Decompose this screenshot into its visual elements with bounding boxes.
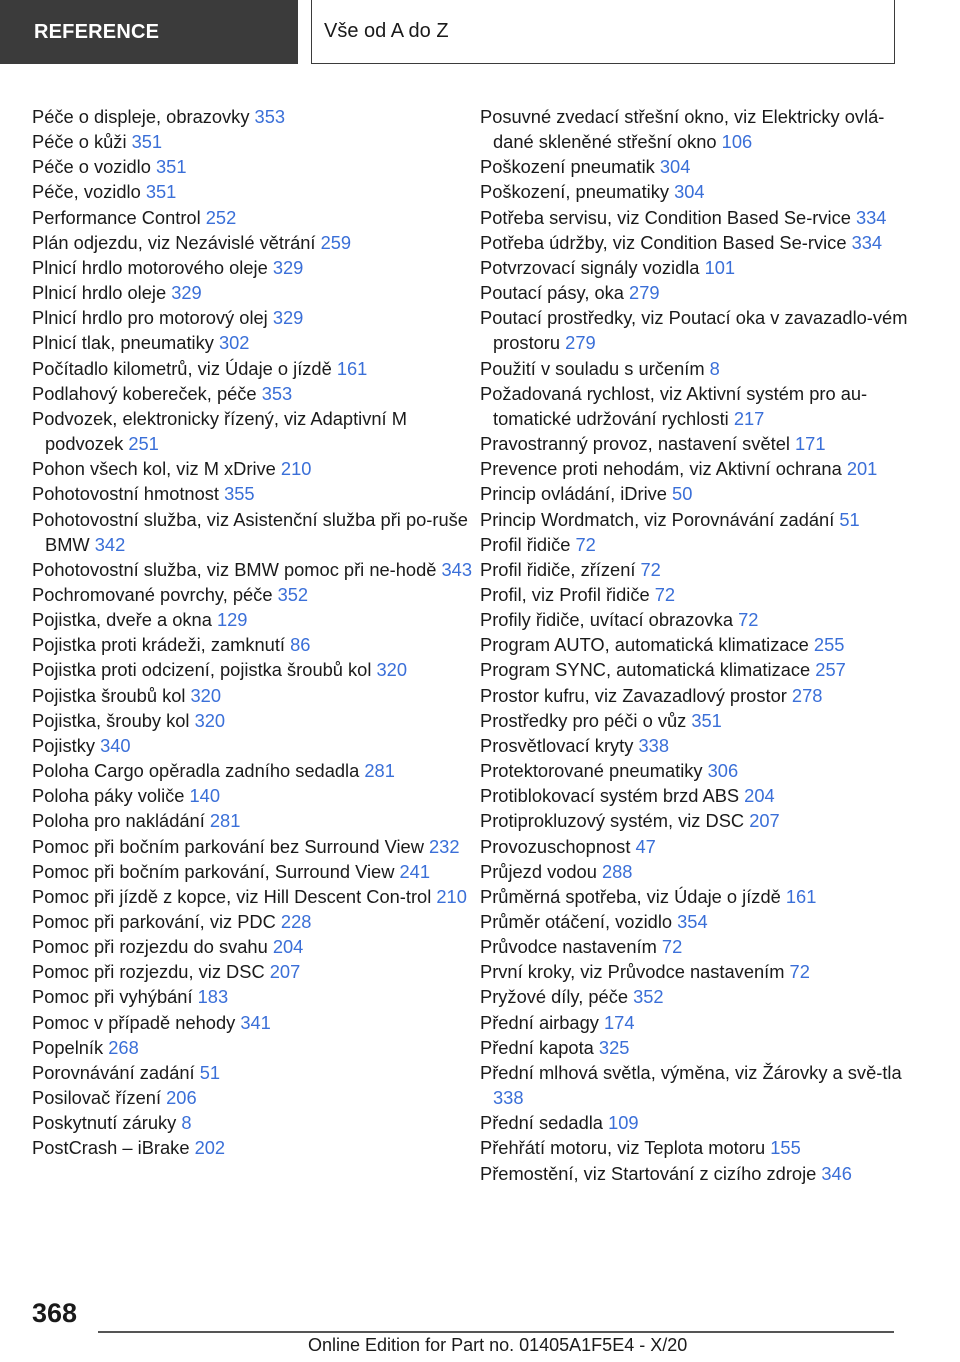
index-term: Podlahový kobereček, péče: [32, 382, 262, 404]
index-term: Počítadlo kilometrů, viz Údaje o jízdě: [32, 357, 337, 379]
index-entry: [480, 532, 910, 557]
footer-divider: [98, 1331, 894, 1333]
index-entry: [32, 859, 472, 884]
index-term: Poskytnutí záruky: [32, 1112, 182, 1134]
page-reference-link[interactable]: 251: [128, 433, 159, 455]
index-entry: [32, 154, 472, 179]
index-term: Pojistka, šrouby kol: [32, 709, 195, 731]
index-entry: [480, 1161, 910, 1186]
index-term: Pohotovostní služba, viz BMW pomoc při ne‐hodě: [32, 558, 442, 580]
index-term: Požadovaná rychlost, viz Aktivní systém pro au‐tomatické udržování rychlosti: [480, 382, 868, 429]
index-term: Podvozek, elektronicky řízený, viz Adaptivní M podvozek: [32, 407, 407, 455]
index-entry: [32, 507, 472, 557]
index-entry: [480, 632, 910, 657]
index-term: Pomoc při vyhýbání: [32, 986, 198, 1008]
index-entry: [480, 280, 910, 305]
page-header: [0, 0, 960, 66]
page-reference-link[interactable]: 241: [399, 860, 431, 882]
index-entry: [480, 1060, 910, 1110]
page-reference-link[interactable]: 353: [261, 382, 293, 404]
index-entry: [480, 959, 910, 984]
index-column-left: [32, 104, 472, 1161]
index-term: PostCrash – iBrake: [32, 1137, 195, 1159]
index-term: Pomoc při bočním parkování, Surround View: [32, 860, 400, 882]
index-term: Pohotovostní hmotnost: [32, 483, 225, 505]
page-reference-link[interactable]: 340: [100, 734, 131, 756]
page-reference-link[interactable]: 352: [277, 583, 309, 605]
index-entry: [32, 733, 472, 758]
page-reference-link[interactable]: 351: [131, 131, 163, 153]
index-entry: [32, 481, 472, 506]
page-reference-link[interactable]: 210: [436, 885, 467, 907]
index-entry: [32, 230, 472, 255]
page-reference-link[interactable]: 232: [428, 835, 460, 857]
page-reference-link[interactable]: 51: [839, 508, 860, 530]
index-term: Průvodce nastavením: [480, 936, 662, 958]
index-entry: [480, 179, 910, 204]
page-reference-link[interactable]: 183: [197, 986, 229, 1008]
index-term: Pomoc při bočním parkování bez Surround View: [32, 835, 429, 857]
index-term: Pojistka šroubů kol: [32, 684, 191, 706]
page-reference-link[interactable]: 8: [181, 1112, 192, 1134]
page-reference-link[interactable]: 72: [661, 936, 683, 958]
index-term: Potřeba údržby, viz Condition Based Se‐rvice: [480, 231, 852, 253]
index-entry: [480, 783, 910, 808]
page-reference-link[interactable]: 202: [194, 1137, 226, 1159]
page-reference-link[interactable]: 281: [209, 810, 241, 832]
index-term: Péče o vozidlo: [32, 156, 156, 178]
index-entry: [480, 683, 910, 708]
index-term: Pravostranný provoz, nastavení světel: [480, 433, 796, 455]
index-term: Přehřátí motoru, viz Teplota motoru: [480, 1137, 771, 1159]
index-entry: [480, 381, 910, 431]
index-entry: [32, 1110, 472, 1135]
page-reference-link[interactable]: 355: [224, 483, 255, 505]
page-reference-link[interactable]: 325: [598, 1036, 630, 1058]
index-term: Plán odjezdu, viz Nezávislé větrání: [32, 231, 321, 253]
index-entry: [480, 808, 910, 833]
footer-edition: Online Edition for Part no. 01405A1F5E4 - X/20: [308, 1335, 688, 1355]
index-term: Pojistka, dveře a okna: [32, 609, 217, 631]
index-term: Přední kapota: [480, 1036, 599, 1058]
index-term: Provozuschopnost: [480, 835, 636, 857]
index-term: Přemostění, viz Startování z cizího zdroje: [480, 1162, 822, 1184]
index-term: Pojistka proti krádeži, zamknutí: [32, 634, 291, 656]
page-reference-link[interactable]: 171: [795, 433, 826, 455]
index-term: Profily řidiče, uvítací obrazovka: [480, 609, 739, 631]
index-term: Posilovač řízení: [32, 1087, 167, 1109]
index-entry: [480, 1010, 910, 1035]
index-term: Pomoc v případě nehody: [32, 1011, 241, 1033]
page-reference-link[interactable]: 353: [254, 106, 286, 127]
index-term: Prevence proti nehodám, viz Aktivní ochrana: [480, 458, 847, 480]
page-reference-link[interactable]: 51: [199, 1061, 221, 1083]
index-entry: [32, 632, 472, 657]
index-entry: [32, 934, 472, 959]
index-entry: [480, 657, 910, 682]
index-entry: [480, 431, 910, 456]
index-entry: [32, 179, 472, 204]
index-entry: [32, 557, 472, 582]
index-term: Poloha pro nakládání: [32, 810, 210, 832]
index-entry: [32, 708, 472, 733]
index-entry: [32, 305, 472, 330]
index-entry: [32, 683, 472, 708]
index-entry: [32, 406, 472, 456]
page-reference-link[interactable]: 109: [608, 1112, 639, 1134]
index-term: Plnicí hrdlo motorového oleje: [32, 256, 273, 278]
page-reference-link[interactable]: 129: [216, 609, 248, 631]
index-term: Pohotovostní služba, viz Asistenční služba při po‐ruše BMW: [32, 508, 468, 555]
page-reference-link[interactable]: 206: [166, 1087, 197, 1109]
page-reference-link[interactable]: 47: [635, 835, 656, 857]
index-entry: [480, 859, 910, 884]
index-term: Profil, viz Profil řidiče: [480, 583, 655, 605]
index-term: Profil řidiče, zřízení: [480, 558, 641, 580]
page-number: 368: [32, 1298, 78, 1328]
index-entry: [480, 507, 910, 532]
page-reference-link[interactable]: 174: [603, 1011, 635, 1033]
index-entry: [32, 984, 472, 1009]
page-reference-link[interactable]: 354: [677, 911, 708, 932]
page-reference-link[interactable]: 201: [846, 458, 878, 480]
index-entry: [32, 104, 472, 129]
index-entry: [480, 834, 910, 859]
index-entry: [480, 481, 910, 506]
page-reference-link[interactable]: 278: [791, 684, 823, 706]
index-entry: [32, 381, 472, 406]
index-term: Protektorované pneumatiky: [480, 760, 708, 782]
page-reference-link[interactable]: 72: [789, 961, 810, 983]
index-entry: [32, 783, 472, 808]
index-term: Princip Wordmatch, viz Porovnávání zadání: [480, 508, 840, 530]
page-reference-link[interactable]: 320: [194, 709, 226, 731]
index-term: Potřeba servisu, viz Condition Based Se‐rvice: [480, 206, 856, 228]
index-entry: [480, 758, 910, 783]
section-tab: REFERENCE: [0, 0, 298, 64]
index-entry: [480, 456, 910, 481]
chapter-title: Vše od A do Z: [311, 0, 895, 64]
page-reference-link[interactable]: 268: [108, 1036, 139, 1058]
index-entry: [480, 154, 910, 179]
index-entry: [480, 255, 910, 280]
page-reference-link[interactable]: 252: [205, 206, 237, 228]
page-reference-link[interactable]: 50: [672, 483, 693, 505]
index-term: Protiprokluzový systém, viz DSC: [480, 810, 750, 832]
page-reference-link[interactable]: 334: [851, 231, 883, 253]
index-term: Přední sedadla: [480, 1112, 609, 1134]
index-term: Poutací prostředky, viz Poutací oka v zavazadlo‐vém prostoru: [480, 307, 908, 354]
index-entry: [32, 582, 472, 607]
page-reference-link[interactable]: 352: [633, 986, 664, 1008]
page-reference-link[interactable]: 351: [155, 156, 187, 178]
index-entry: [32, 607, 472, 632]
index-entry: [32, 1135, 472, 1160]
page-reference-link[interactable]: 343: [441, 558, 473, 580]
index-entry: [480, 1035, 910, 1060]
index-term: Potvrzovací signály vozidla: [480, 256, 705, 278]
index-entry: [32, 909, 472, 934]
index-entry: [32, 884, 472, 909]
index-entry: [480, 909, 910, 934]
index-term: Pojistky: [32, 734, 101, 756]
index-entry: [32, 129, 472, 154]
index-term: Poloha páky voliče: [32, 785, 190, 807]
index-entry: [32, 657, 472, 682]
page-reference-link[interactable]: 207: [749, 810, 780, 832]
index-term: Poškození, pneumatiky: [480, 181, 675, 203]
index-term: Plnicí hrdlo oleje: [32, 282, 172, 304]
index-term: Princip ovládání, iDrive: [480, 483, 673, 505]
index-entry: [32, 834, 472, 859]
index-entry: [480, 884, 910, 909]
page-reference-link[interactable]: 161: [785, 885, 817, 907]
index-term: Pryžové díly, péče: [480, 986, 634, 1008]
index-entry: [32, 758, 472, 783]
index-term: Pochromované povrchy, péče: [32, 583, 278, 605]
index-term: Plnicí tlak, pneumatiky: [32, 332, 219, 354]
index-entry: [480, 984, 910, 1009]
page-reference-link[interactable]: 228: [280, 911, 312, 932]
index-term: Průměr otáčení, vozidlo: [480, 911, 678, 932]
page-reference-link[interactable]: 8: [709, 357, 720, 379]
index-term: Péče o kůži: [32, 131, 132, 153]
index-entry: [32, 456, 472, 481]
index-term: Pomoc při jízdě z kopce, viz Hill Descent Con‐trol: [32, 885, 437, 907]
index-term: Pomoc při rozjezdu, viz DSC: [32, 961, 270, 983]
index-entry: [32, 1035, 472, 1060]
page-reference-link[interactable]: 259: [320, 231, 352, 253]
page-reference-link[interactable]: 72: [654, 583, 676, 605]
index-term: Plnicí hrdlo pro motorový olej: [32, 307, 273, 329]
index-term: Péče o displeje, obrazovky: [32, 106, 255, 127]
index-term: Performance Control: [32, 206, 206, 228]
index-term: Pojistka proti odcizení, pojistka šroubů kol: [32, 659, 377, 681]
page-reference-link[interactable]: 351: [691, 709, 722, 731]
index-entry: [32, 808, 472, 833]
page-reference-link[interactable]: 210: [280, 458, 312, 480]
index-entry: [32, 356, 472, 381]
index-entry: [480, 557, 910, 582]
index-term: Pomoc při rozjezdu do svahu: [32, 936, 273, 958]
index-term: Použití v souladu s určením: [480, 357, 710, 379]
index-term: Popelník: [32, 1036, 109, 1058]
page-reference-link[interactable]: 155: [770, 1137, 801, 1159]
index-term: Přední airbagy: [480, 1011, 604, 1033]
index-term: Porovnávání zadání: [32, 1061, 200, 1083]
index-entry: [32, 330, 472, 355]
index-term: Pomoc při parkování, viz PDC: [32, 911, 281, 932]
index-entry: [480, 607, 910, 632]
page-reference-link[interactable]: 341: [240, 1011, 271, 1033]
page-reference-link[interactable]: 217: [733, 407, 765, 429]
page-reference-link[interactable]: 72: [640, 558, 661, 580]
page-reference-link[interactable]: 281: [364, 760, 395, 782]
index-entry: [32, 1010, 472, 1035]
page-reference-link[interactable]: 288: [601, 860, 633, 882]
page-reference-link[interactable]: 306: [707, 760, 739, 782]
index-entry: [480, 1135, 910, 1160]
index-entry: [32, 205, 472, 230]
index-entry: [32, 1085, 472, 1110]
index-entry: [480, 104, 910, 154]
page-reference-link[interactable]: 207: [269, 961, 301, 983]
index-term: Protiblokovací systém brzd ABS: [480, 785, 745, 807]
page-reference-link[interactable]: 329: [171, 282, 202, 304]
index-entry: [480, 356, 910, 381]
index-entry: [32, 255, 472, 280]
page-reference-link[interactable]: 320: [376, 659, 407, 681]
index-term: Posuvné zvedací střešní okno, viz Elektricky ovlá‐dané skleněné střešní okno: [480, 106, 885, 153]
page-reference-link[interactable]: 342: [94, 533, 126, 555]
page-reference-link[interactable]: 86: [290, 634, 311, 656]
page-reference-link[interactable]: 140: [189, 785, 221, 807]
index-term: Poškození pneumatik: [480, 156, 660, 178]
index-entry: [480, 934, 910, 959]
index-entry: [32, 1060, 472, 1085]
index-entry: [480, 733, 910, 758]
page-reference-link[interactable]: 72: [738, 609, 759, 631]
index-term: Prostředky pro péči o vůz: [480, 709, 692, 731]
index-entry: [480, 1110, 910, 1135]
page-reference-link[interactable]: 204: [272, 936, 304, 958]
page-reference-link[interactable]: 338: [493, 1087, 524, 1109]
page-reference-link[interactable]: 72: [575, 533, 596, 555]
page-reference-link[interactable]: 204: [744, 785, 775, 807]
index-entry: [480, 582, 910, 607]
index-term: První kroky, viz Průvodce nastavením: [480, 961, 790, 983]
index-term: Přední mlhová světla, výměna, viz Žárovky a svě‐tla: [480, 1061, 902, 1083]
index-term: Prostor kufru, viz Zavazadlový prostor: [480, 684, 792, 706]
index-term: Poloha Cargo opěradla zadního sedadla: [32, 760, 365, 782]
page-reference-link[interactable]: 329: [272, 256, 304, 278]
index-entry: [480, 708, 910, 733]
page-reference-link[interactable]: 255: [813, 634, 845, 656]
page-reference-link[interactable]: 279: [629, 282, 660, 304]
page-reference-link[interactable]: 101: [704, 256, 736, 278]
page-reference-link[interactable]: 346: [821, 1162, 852, 1184]
index-term: Poutací pásy, oka: [480, 282, 630, 304]
index-term: Program SYNC, automatická klimatizace: [480, 659, 816, 681]
index-entry: [480, 230, 910, 255]
index-term: Prosvětlovací kryty: [480, 734, 639, 756]
index-term: Program AUTO, automatická klimatizace: [480, 634, 814, 656]
page-reference-link[interactable]: 279: [565, 332, 596, 354]
index-entry: [32, 959, 472, 984]
index-column-right: [480, 104, 910, 1186]
page-reference-link[interactable]: 351: [145, 181, 177, 203]
page-reference-link[interactable]: 320: [190, 684, 222, 706]
page-reference-link[interactable]: 304: [674, 181, 705, 203]
page-reference-link[interactable]: 304: [659, 156, 691, 178]
index-term: Průjezd vodou: [480, 860, 602, 882]
index-term: Profil řidiče: [480, 533, 576, 555]
index-entry: [480, 305, 910, 355]
index-term: Péče, vozidlo: [32, 181, 146, 203]
page-reference-link[interactable]: 329: [272, 307, 304, 329]
index-term: Pohon všech kol, viz M xDrive: [32, 458, 281, 480]
page-reference-link[interactable]: 334: [855, 206, 887, 228]
page-reference-link[interactable]: 257: [815, 659, 846, 681]
index-term: Průměrná spotřeba, viz Údaje o jízdě: [480, 885, 786, 907]
page-reference-link[interactable]: 302: [218, 332, 250, 354]
index-entry: [480, 205, 910, 230]
page-reference-link[interactable]: 161: [336, 357, 368, 379]
page-reference-link[interactable]: 106: [721, 131, 753, 153]
page-reference-link[interactable]: 338: [638, 734, 669, 756]
index-entry: [32, 280, 472, 305]
